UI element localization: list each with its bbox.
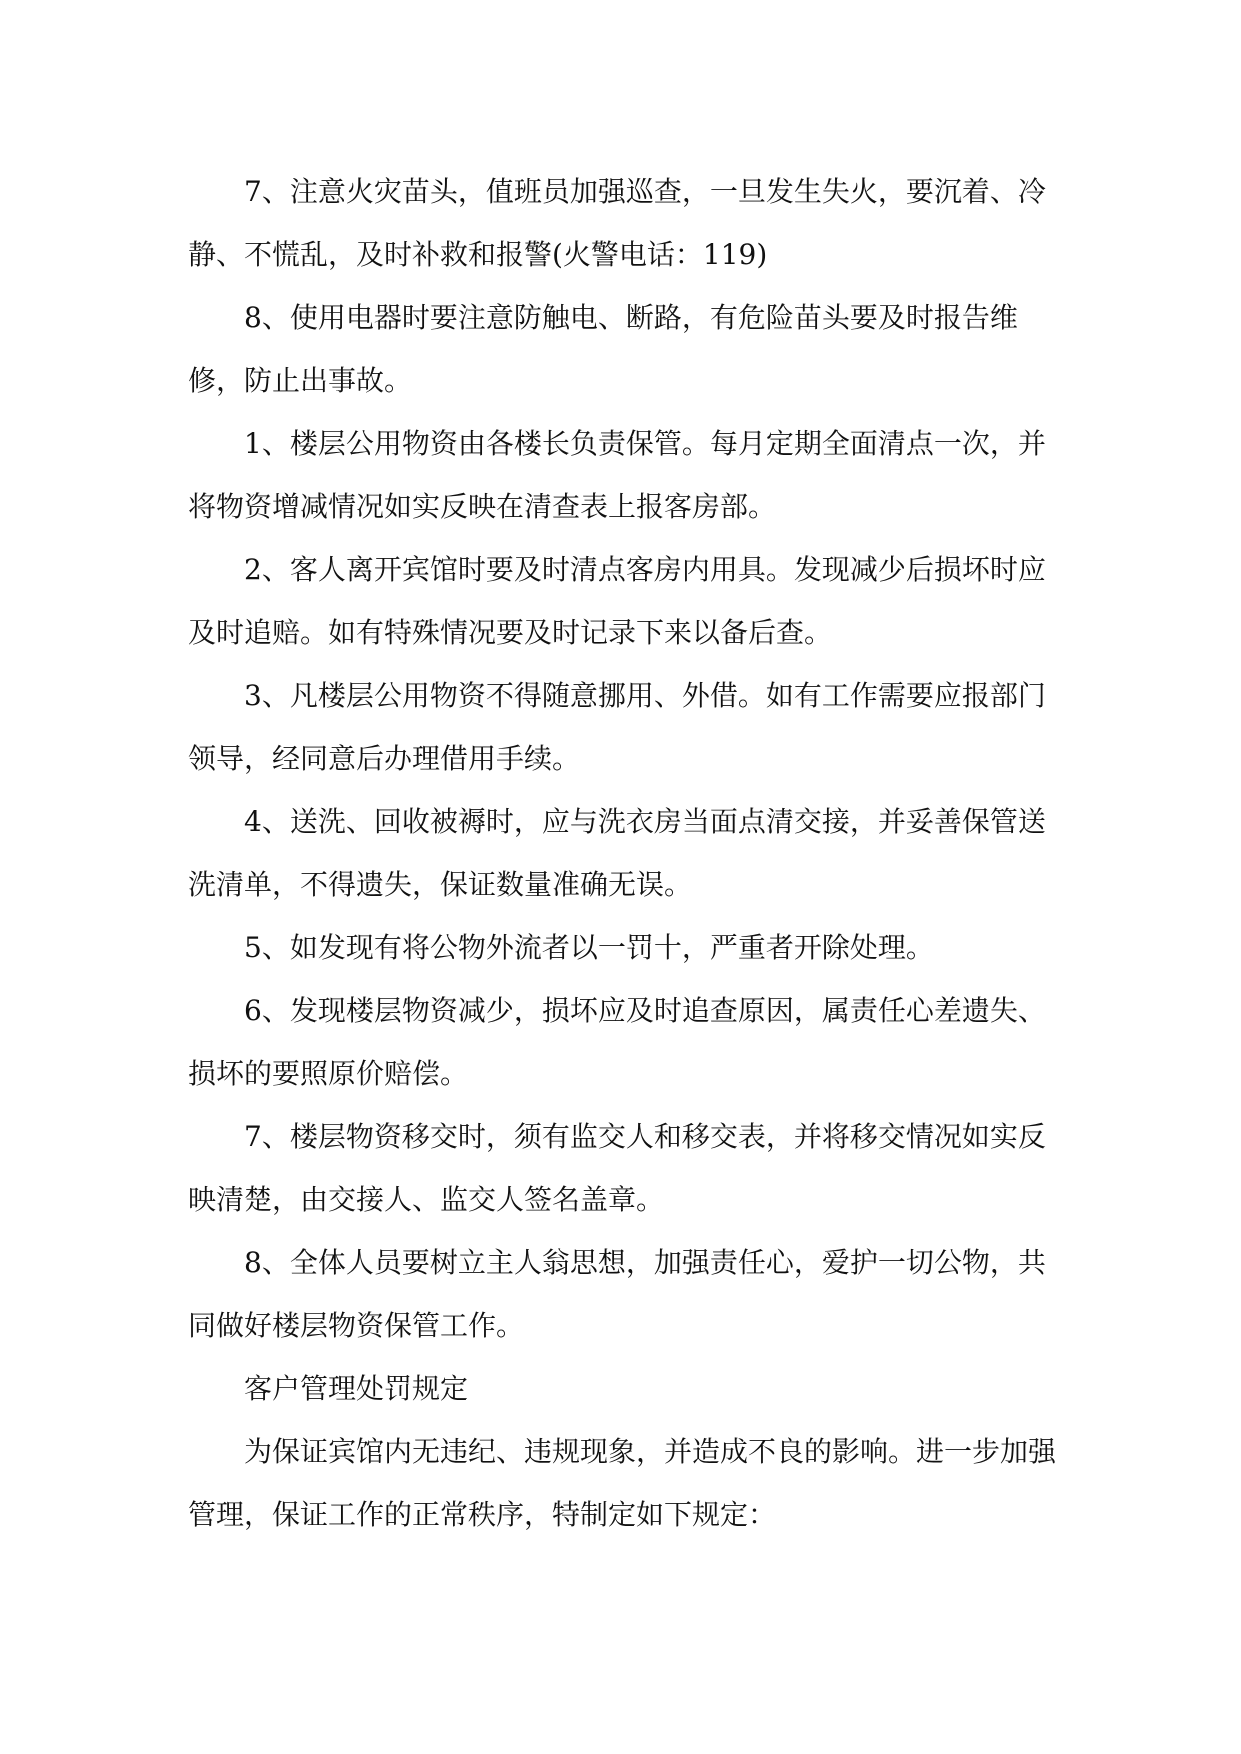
section-heading: 客户管理处罚规定 (244, 1372, 469, 1405)
paragraph-item-2: 2、客人离开宾馆时要及时清点客房内用具。发现减少后损坏时应及时追赔。如有特殊情况要及时记录下来以备后查。 (188, 553, 1046, 649)
paragraph-item-4: 4、送洗、回收被褥时，应与洗衣房当面点清交接，并妥善保管送洗清单，不得遗失，保证数量准确无误。 (188, 805, 1046, 901)
paragraph-electrical-safety: 8、使用电器时要注意防触电、断路，有危险苗头要及时报告维修，防止出事故。 (188, 301, 1018, 397)
paragraph-item-5: 5、如发现有将公物外流者以一罚十，严重者开除处理。 (244, 931, 934, 964)
document-body (188, 160, 1058, 1546)
paragraph-item-7: 7、楼层物资移交时，须有监交人和移交表，并将移交情况如实反映清楚，由交接人、监交人签名盖章。 (188, 1120, 1046, 1216)
paragraph-item-8: 8、全体人员要树立主人翁思想，加强责任心，爱护一切公物，共同做好楼层物资保管工作。 (188, 1246, 1046, 1342)
paragraph-item-1: 1、楼层公用物资由各楼长负责保管。每月定期全面清点一次，并将物资增减情况如实反映在清查表上报客房部。 (188, 427, 1046, 523)
paragraph-item-3: 3、凡楼层公用物资不得随意挪用、外借。如有工作需要应报部门领导，经同意后办理借用手续。 (188, 679, 1046, 775)
paragraph-intro: 为保证宾馆内无违纪、违规现象，并造成不良的影响。进一步加强管理，保证工作的正常秩序，特制定如下规定： (188, 1435, 1057, 1531)
paragraph-fire-safety: 7、注意火灾苗头，值班员加强巡查，一旦发生失火，要沉着、冷静、不慌乱，及时补救和报警(火警电话：119) (188, 175, 1046, 271)
paragraph-item-6: 6、发现楼层物资减少，损坏应及时追查原因，属责任心差遗失、损坏的要照原价赔偿。 (188, 994, 1046, 1090)
